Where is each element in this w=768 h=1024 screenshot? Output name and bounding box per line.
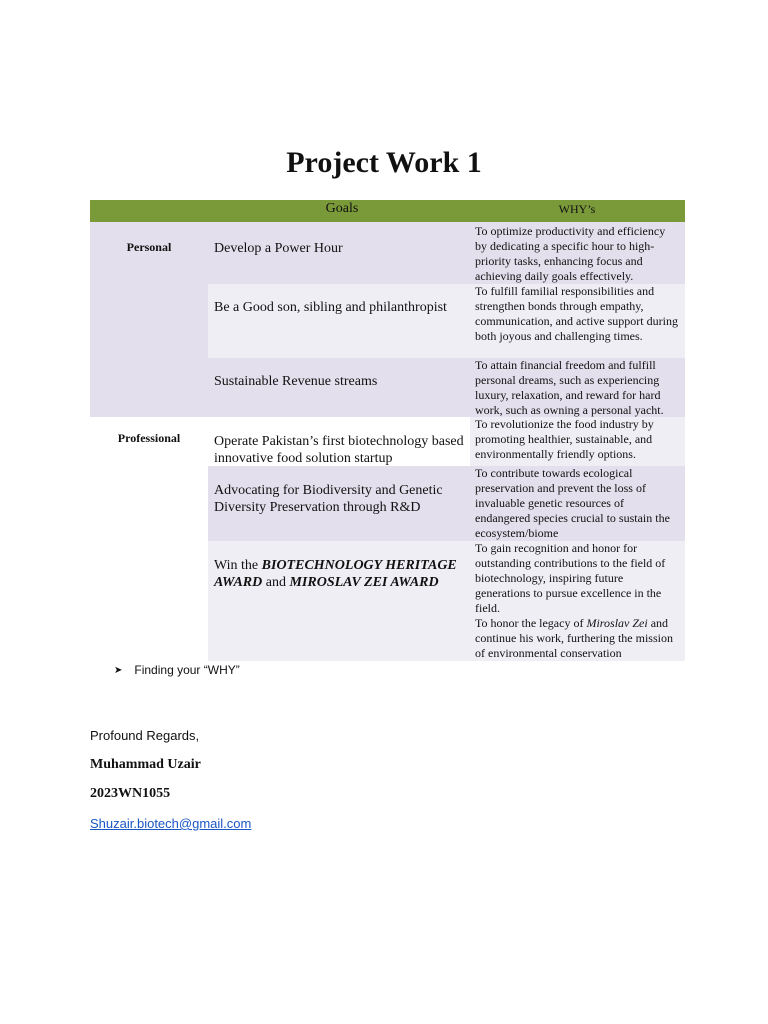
why-cell: [470, 541, 685, 661]
table-row: [208, 466, 685, 541]
why-cell: To optimize productivity and efficiency by dedicating a specific hour to high-priority tasks, enhancing focus and achieving daily goals effectively.: [470, 222, 685, 284]
why-cell: To fulfill familial responsibilities and strengthen bonds through empathy, communication, and active support during both joyous and challenging times.: [470, 284, 685, 358]
bullet-item: [114, 663, 240, 677]
goal-cell: Sustainable Revenue streams: [208, 358, 470, 417]
student-id: 2023WN1055: [90, 786, 171, 801]
goals-table: [90, 200, 685, 661]
bullet-text: Finding your “WHY”: [134, 663, 240, 677]
why2-name: Miroslav Zei: [586, 616, 648, 630]
header-whys: WHY’s: [558, 202, 596, 216]
why2-prefix: To honor the legacy of: [475, 616, 587, 630]
goal-and: and: [262, 575, 290, 590]
page-title: Project Work 1: [286, 146, 482, 179]
table-row: [208, 358, 685, 417]
table-row: [208, 417, 685, 466]
why2-suffix: and continue his work, furthering the mission of environmental conservation: [475, 616, 673, 660]
arrow-bullet-icon: ➤: [114, 664, 123, 676]
goal-cell: Be a Good son, sibling and philanthropist: [208, 284, 470, 358]
closing-regards: Profound Regards,: [90, 728, 200, 743]
why-cell: To attain financial freedom and fulfill personal dreams, such as experiencing luxury, relaxation, and reward for hard work, such as owning a personal yacht.: [470, 358, 685, 417]
award-miroslav-zei: MIROSLAV ZEI AWARD: [289, 575, 439, 590]
author-name: Muhammad Uzair: [90, 757, 201, 772]
category-professional: Professional: [90, 417, 208, 661]
table-row: [208, 541, 685, 661]
goal-cell: Advocating for Biodiversity and Genetic Diversity Preservation through R&D: [208, 466, 470, 541]
award-biotechnology-heritage: BIOTECHNOLOGY HERITAGE AWARD: [214, 558, 457, 590]
table-row: [208, 222, 685, 284]
why-cell: To revolutionize the food industry by promoting healthier, sustainable, and environmentally friendly options.: [470, 417, 685, 466]
table-row: [208, 284, 685, 358]
why-cell: To contribute towards ecological preservation and prevent the loss of invaluable genetic resources of endangered species crucial to sustain the ecosystem/biome: [470, 466, 685, 541]
header-goals: Goals: [325, 201, 359, 216]
table-header: [90, 200, 685, 222]
category-personal: Personal: [90, 222, 208, 417]
email-link[interactable]: Shuzair.biotech@gmail.com: [90, 816, 252, 831]
goal-cell: Develop a Power Hour: [208, 222, 470, 284]
goal-cell: Operate Pakistan’s first biotechnology based innovative food solution startup: [208, 417, 470, 466]
goal-cell: [208, 541, 470, 661]
goal-prefix: Win the: [214, 558, 262, 573]
why-text: To gain recognition and honor for outstanding contributions to the field of biotechnology, inspiring future generations to pursue excellence in the field.: [475, 541, 666, 615]
